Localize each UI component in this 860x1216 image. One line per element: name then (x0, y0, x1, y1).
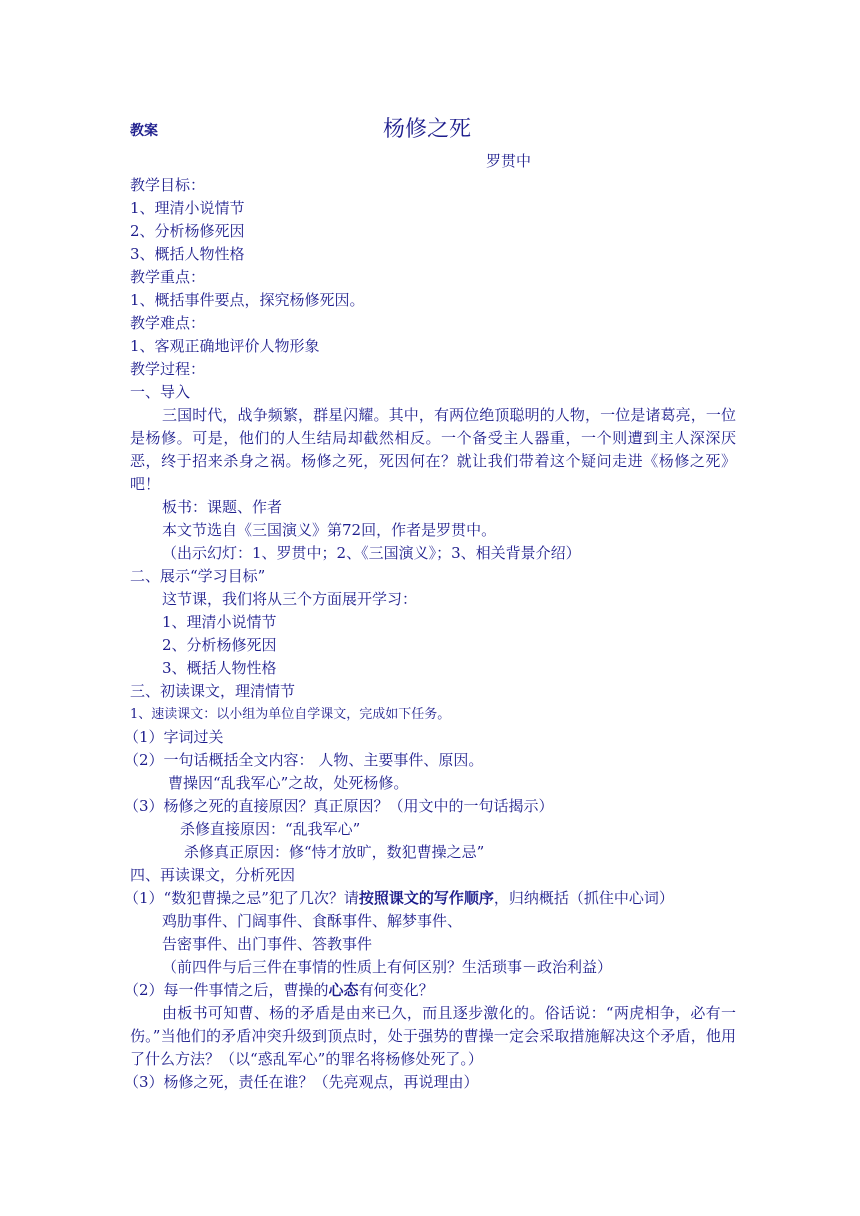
question-text: 有何变化？ (358, 981, 434, 999)
objective-item: 1、理清小说情节 (162, 613, 277, 631)
lesson-plan-page (124, 108, 736, 1094)
objective-item: 3、概括人物性格 (162, 659, 277, 677)
answer-text: 曹操因“乱我军心”之故，处死杨修。 (168, 774, 409, 792)
slide-note: （出示幻灯：1、罗贯中；2、《三国演义》；3、相关背景介绍） (162, 544, 581, 562)
answer-text: 杀修真正原因：修“恃才放旷，数犯曹操之忌” (184, 843, 485, 861)
board-note: 板书：课题、作者 (162, 498, 283, 516)
section-title: 三、初读课文，理清情节 (130, 682, 296, 700)
section-title: 四、再读课文，分析死因 (130, 866, 296, 884)
question-text: ，归纳概括（抓住中心词） (493, 889, 674, 907)
analysis-paragraph: 由板书可知曹、杨的矛盾是由来已久，而且逐步激化的。俗话说：“两虎相争，必有一伤。”当他们的矛盾冲突升级到顶点时，处于强势的曹操一定会采取措施解决这个矛盾，他用了什么方法？（以“惑乱军心”的罪名将杨修处死了。） (130, 1004, 736, 1068)
goal-item: 2、分析杨修死因 (130, 222, 245, 240)
source-note: 本文节选自《三国演义》第72回，作者是罗贯中。 (162, 521, 497, 539)
event-question: （前四件与后三件在事情的性质上有何区别？生活琐事－政治利益） (162, 958, 613, 976)
event-list: 告密事件、出门事件、答教事件 (162, 935, 373, 953)
intro-paragraph: 三国时代，战争频繁，群星闪耀。其中，有两位绝顶聪明的人物，一位是诸葛亮，一位是杨修。可是，他们的人生结局却截然相反。一个备受主人器重，一个则遭到主人深深厌恶，终于招来杀身之祸。杨修之死，死因何在？就让我们带着这个疑问走进《杨修之死》吧！ (130, 406, 736, 493)
question-item (124, 887, 736, 910)
difficulty-item: 1、客观正确地评价人物形象 (130, 337, 320, 355)
process-heading: 教学过程： (130, 360, 206, 378)
section-title: 二、展示“学习目标” (130, 567, 266, 585)
emphasis-text: 按照课文的写作顺序 (358, 889, 494, 907)
question-item: （3）杨修之死，责任在谁？（先亮观点，再说理由） (124, 1073, 479, 1091)
goal-item: 3、概括人物性格 (130, 245, 245, 263)
page-title: 杨修之死 (383, 117, 472, 142)
reading-task: 1、速读课文：以小组为单位自学课文，完成如下任务。 (130, 707, 451, 722)
goal-item: 1、理清小说情节 (130, 199, 245, 217)
event-list: 鸡肋事件、门阔事件、食酥事件、解梦事件、 (162, 912, 463, 930)
author-line: 罗贯中 (486, 152, 532, 170)
difficulties-heading: 教学难点： (130, 314, 206, 332)
question-item: （3）杨修之死的直接原因？真正原因？（用文中的一句话揭示） (124, 797, 554, 815)
key-points-heading: 教学重点： (130, 268, 206, 286)
section-title: 一、导入 (130, 383, 191, 401)
goals-heading: 教学目标： (130, 176, 206, 194)
objectives-intro: 这节课，我们将从三个方面展开学习： (162, 590, 418, 608)
key-point-item: 1、概括事件要点，探究杨修死因。 (130, 291, 365, 309)
answer-text: 杀修直接原因：“乱我军心” (180, 820, 361, 838)
emphasis-text: 心态 (328, 981, 359, 999)
question-item (124, 979, 736, 1002)
question-item: （1）字词过关 (124, 728, 224, 746)
question-text: （2）每一件事情之后，曹操的 (124, 981, 329, 999)
objective-item: 2、分析杨修死因 (162, 636, 277, 654)
question-text: （1）“数犯曹操之忌”犯了几次？请 (124, 889, 359, 907)
question-item: （2）一句话概括全文内容： 人物、主要事件、原因。 (124, 751, 484, 769)
document-header (130, 108, 736, 148)
doc-type-label: 教案 (130, 123, 158, 139)
